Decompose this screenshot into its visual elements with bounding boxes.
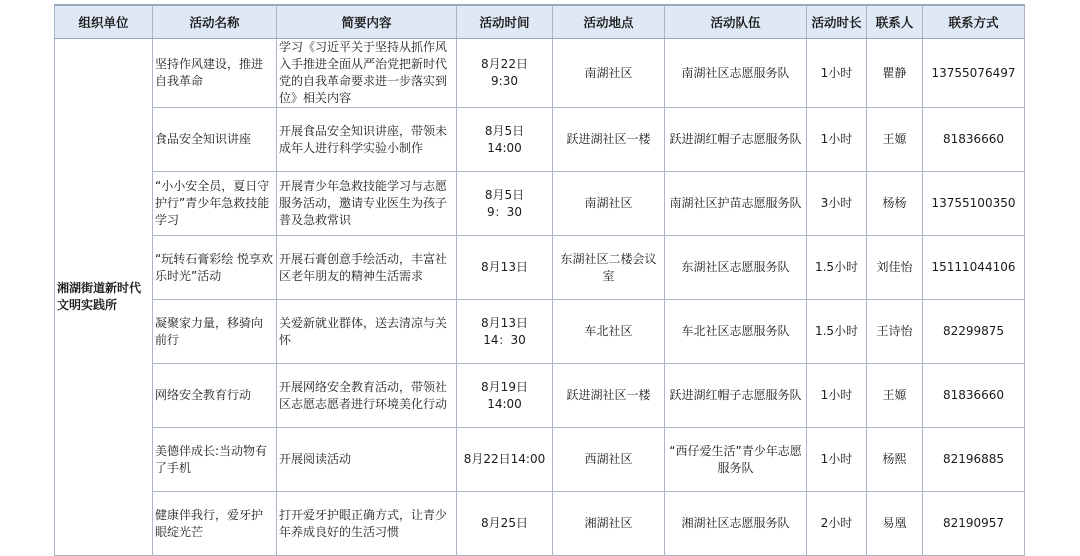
contact-cell: 杨杨 <box>867 172 923 236</box>
phone-cell: 81836660 <box>923 108 1025 172</box>
time-cell: 8月13日 14：30 <box>457 300 553 364</box>
description-cell: 开展食品安全知识讲座，带领未成年人进行科学实验小制作 <box>277 108 457 172</box>
phone-cell: 82196885 <box>923 428 1025 492</box>
team-cell: 湘湖社区志愿服务队 <box>665 492 807 556</box>
activity-name-cell: 食品安全知识讲座 <box>153 108 277 172</box>
location-cell: 跃进湖社区一楼 <box>553 108 665 172</box>
phone-cell: 15111044106 <box>923 236 1025 300</box>
time-cell: 8月22日14:00 <box>457 428 553 492</box>
time-cell: 8月22日 9:30 <box>457 39 553 108</box>
description-cell: 开展青少年急救技能学习与志愿服务活动，邀请专业医生为孩子普及急救常识 <box>277 172 457 236</box>
table-body <box>55 39 1025 556</box>
activity-name-cell: “小小安全员，夏日守护行”青少年急救技能学习 <box>153 172 277 236</box>
activity-name-cell: 健康伴我行，爱牙护眼绽光芒 <box>153 492 277 556</box>
header-description: 简要内容 <box>277 5 457 39</box>
table-row <box>55 39 1025 108</box>
location-cell: 湘湖社区 <box>553 492 665 556</box>
table-row <box>55 172 1025 236</box>
table-row <box>55 300 1025 364</box>
table-row <box>55 108 1025 172</box>
location-cell: 东湖社区二楼会议室 <box>553 236 665 300</box>
header-org: 组织单位 <box>55 5 153 39</box>
duration-cell: 1小时 <box>807 364 867 428</box>
duration-cell: 2小时 <box>807 492 867 556</box>
description-cell: 打开爱牙护眼正确方式，让青少年养成良好的生活习惯 <box>277 492 457 556</box>
table-header-row <box>55 5 1025 39</box>
location-cell: 南湖社区 <box>553 172 665 236</box>
location-cell: 南湖社区 <box>553 39 665 108</box>
team-cell: 南湖社区志愿服务队 <box>665 39 807 108</box>
phone-cell: 82190957 <box>923 492 1025 556</box>
duration-cell: 1.5小时 <box>807 300 867 364</box>
duration-cell: 1小时 <box>807 108 867 172</box>
time-cell: 8月5日 14:00 <box>457 108 553 172</box>
location-cell: 车北社区 <box>553 300 665 364</box>
time-cell: 8月19日 14:00 <box>457 364 553 428</box>
contact-cell: 王嫄 <box>867 108 923 172</box>
team-cell: 南湖社区护苗志愿服务队 <box>665 172 807 236</box>
org-cell: 湘湖街道新时代文明实践所 <box>55 39 153 556</box>
phone-cell: 82299875 <box>923 300 1025 364</box>
description-cell: 学习《习近平关于坚持从抓作风入手推进全面从严治党把新时代党的自我革命要求进一步落实到位》相关内容 <box>277 39 457 108</box>
phone-cell: 13755100350 <box>923 172 1025 236</box>
team-cell: 跃进湖红帽子志愿服务队 <box>665 364 807 428</box>
time-cell: 8月5日 9：30 <box>457 172 553 236</box>
team-cell: 车北社区志愿服务队 <box>665 300 807 364</box>
activity-name-cell: 凝聚家力量，移骑向前行 <box>153 300 277 364</box>
table-row <box>55 492 1025 556</box>
table-row <box>55 236 1025 300</box>
header-team: 活动队伍 <box>665 5 807 39</box>
time-cell: 8月13日 <box>457 236 553 300</box>
contact-cell: 杨熙 <box>867 428 923 492</box>
time-cell: 8月25日 <box>457 492 553 556</box>
table-row <box>55 364 1025 428</box>
location-cell: 跃进湖社区一楼 <box>553 364 665 428</box>
activity-name-cell: 美德伴成长:当动物有了手机 <box>153 428 277 492</box>
contact-cell: 瞿静 <box>867 39 923 108</box>
header-phone: 联系方式 <box>923 5 1025 39</box>
contact-cell: 易凰 <box>867 492 923 556</box>
duration-cell: 1.5小时 <box>807 236 867 300</box>
team-cell: 东湖社区志愿服务队 <box>665 236 807 300</box>
description-cell: 开展网络安全教育活动，带领社区志愿志愿者进行环境美化行动 <box>277 364 457 428</box>
activity-schedule-table <box>54 4 1025 556</box>
header-time: 活动时间 <box>457 5 553 39</box>
duration-cell: 3小时 <box>807 172 867 236</box>
phone-cell: 13755076497 <box>923 39 1025 108</box>
phone-cell: 81836660 <box>923 364 1025 428</box>
contact-cell: 王诗怡 <box>867 300 923 364</box>
description-cell: 开展石膏创意手绘活动，丰富社区老年朋友的精神生活需求 <box>277 236 457 300</box>
duration-cell: 1小时 <box>807 39 867 108</box>
activity-name-cell: 坚持作风建设，推进自我革命 <box>153 39 277 108</box>
table-row <box>55 428 1025 492</box>
activity-name-cell: “玩转石膏彩绘 悦享欢乐时光”活动 <box>153 236 277 300</box>
header-activity-name: 活动名称 <box>153 5 277 39</box>
contact-cell: 王嫄 <box>867 364 923 428</box>
duration-cell: 1小时 <box>807 428 867 492</box>
contact-cell: 刘佳怡 <box>867 236 923 300</box>
header-location: 活动地点 <box>553 5 665 39</box>
team-cell: 跃进湖红帽子志愿服务队 <box>665 108 807 172</box>
header-duration: 活动时长 <box>807 5 867 39</box>
header-contact: 联系人 <box>867 5 923 39</box>
activity-name-cell: 网络安全教育行动 <box>153 364 277 428</box>
location-cell: 西湖社区 <box>553 428 665 492</box>
team-cell: “西仔爱生活”青少年志愿服务队 <box>665 428 807 492</box>
description-cell: 开展阅读活动 <box>277 428 457 492</box>
description-cell: 关爱新就业群体，送去清凉与关怀 <box>277 300 457 364</box>
